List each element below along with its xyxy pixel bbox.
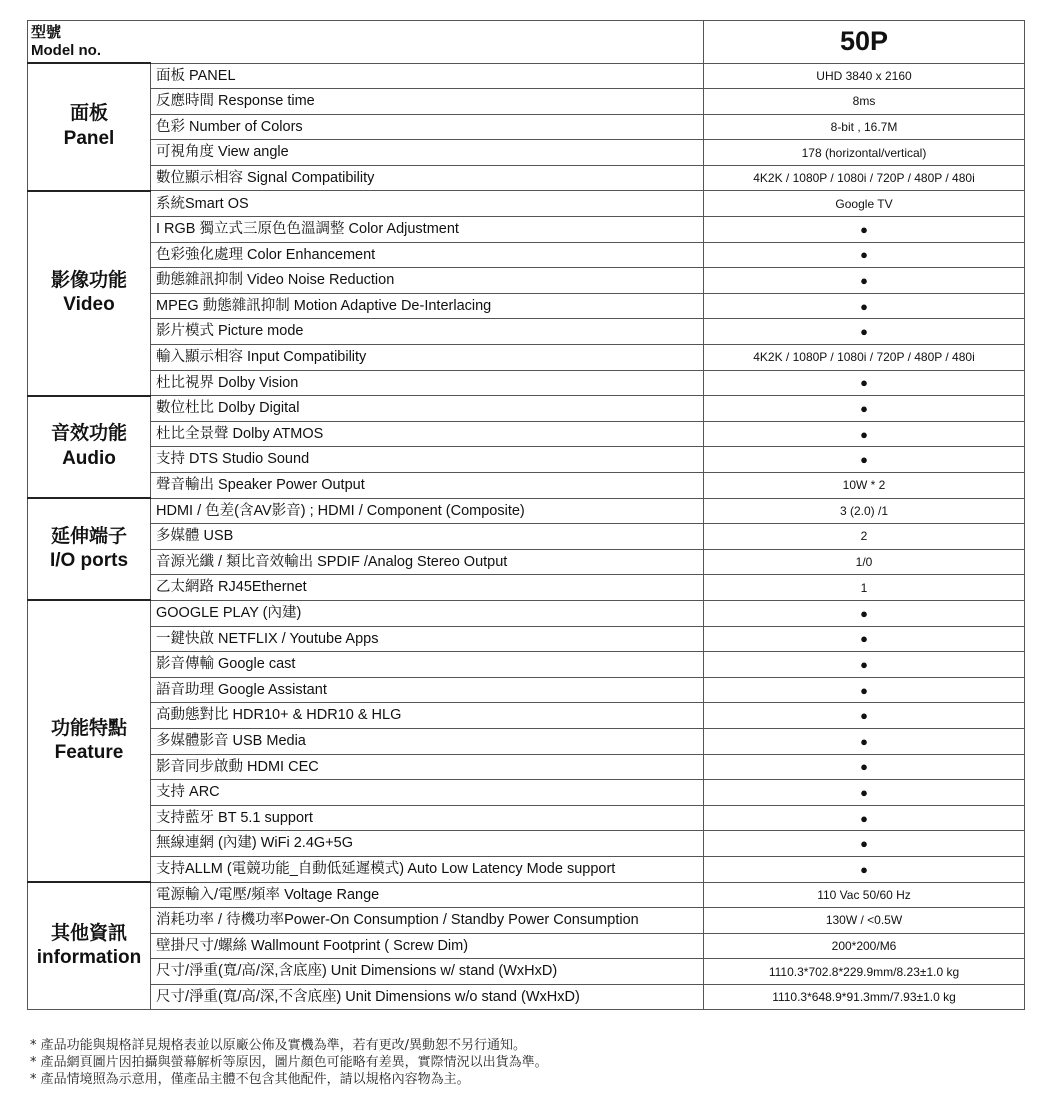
header-row <box>28 21 1025 64</box>
spec-row <box>28 652 1025 678</box>
spec-row <box>28 524 1025 550</box>
spec-row <box>28 805 1025 831</box>
supported-dot: ● <box>704 447 1025 473</box>
feature-name: 多媒體 USB <box>151 524 704 550</box>
supported-dot: ● <box>704 421 1025 447</box>
spec-row <box>28 319 1025 345</box>
feature-value: 4K2K / 1080P / 1080i / 720P / 480P / 480i <box>704 345 1025 371</box>
spec-row <box>28 268 1025 294</box>
spec-row <box>28 140 1025 166</box>
feature-name: 色彩強化處理 Color Enhancement <box>151 242 704 268</box>
model-number: 50P <box>704 21 1025 64</box>
group-name-en: Audio <box>62 447 116 469</box>
feature-value: 130W / <0.5W <box>704 908 1025 934</box>
feature-name: 數位顯示相容 Signal Compatibility <box>151 165 704 191</box>
feature-value: 10W * 2 <box>704 473 1025 499</box>
feature-name: 支持 ARC <box>151 780 704 806</box>
supported-dot: ● <box>704 677 1025 703</box>
spec-row <box>28 856 1025 882</box>
spec-row <box>28 165 1025 191</box>
feature-name: 乙太網路 RJ45Ethernet <box>151 575 704 601</box>
feature-name: 語音助理 Google Assistant <box>151 677 704 703</box>
spec-row <box>28 908 1025 934</box>
group-name-en: information <box>36 947 142 969</box>
feature-name: 動態雜訊抑制 Video Noise Reduction <box>151 268 704 294</box>
supported-dot: ● <box>704 319 1025 345</box>
feature-value: 110 Vac 50/60 Hz <box>704 882 1025 908</box>
supported-dot: ● <box>704 831 1025 857</box>
supported-dot: ● <box>704 780 1025 806</box>
feature-name: 消耗功率 / 待機功率Power-On Consumption / Standby Power Consumption <box>151 908 704 934</box>
supported-dot: ● <box>704 600 1025 626</box>
feature-value: 178 (horizontal/vertical) <box>704 140 1025 166</box>
spec-row <box>28 217 1025 243</box>
feature-name: 可視角度 View angle <box>151 140 704 166</box>
feature-name: MPEG 動態雜訊抑制 Motion Adaptive De-Interlacing <box>151 293 704 319</box>
feature-name: 數位杜比 Dolby Digital <box>151 396 704 422</box>
spec-row <box>28 626 1025 652</box>
supported-dot: ● <box>704 217 1025 243</box>
spec-row <box>28 882 1025 908</box>
feature-value: 1110.3*702.8*229.9mm/8.23±1.0 kg <box>704 959 1025 985</box>
feature-name: 聲音輸出 Speaker Power Output <box>151 473 704 499</box>
spec-row <box>28 345 1025 371</box>
group-name-en: I/O ports <box>49 550 129 572</box>
feature-name: 反應時間 Response time <box>151 89 704 115</box>
group-name-en: Panel <box>63 127 115 149</box>
feature-name: 一鍵快啟 NETFLIX / Youtube Apps <box>151 626 704 652</box>
spec-row <box>28 575 1025 601</box>
group-name-en: Video <box>63 294 115 316</box>
group-name-zh: 功能特點 <box>50 717 127 739</box>
spec-row <box>28 984 1025 1010</box>
supported-dot: ● <box>704 370 1025 396</box>
supported-dot: ● <box>704 626 1025 652</box>
model-no-label-zh: 型號 <box>31 24 62 42</box>
supported-dot: ● <box>704 652 1025 678</box>
feature-value: 4K2K / 1080P / 1080i / 720P / 480P / 480i <box>704 165 1025 191</box>
feature-name: 色彩 Number of Colors <box>151 114 704 140</box>
feature-name: 杜比視界 Dolby Vision <box>151 370 704 396</box>
spec-row <box>28 421 1025 447</box>
spec-row <box>28 600 1025 626</box>
supported-dot: ● <box>704 728 1025 754</box>
feature-name: 尺寸/淨重(寬/高/深,含底座) Unit Dimensions w/ stand (WxHxD) <box>151 959 704 985</box>
feature-name: 電源輸入/電壓/頻率 Voltage Range <box>151 882 704 908</box>
supported-dot: ● <box>704 396 1025 422</box>
feature-value: 1 <box>704 575 1025 601</box>
spec-row <box>28 370 1025 396</box>
feature-name: 影音同步啟動 HDMI CEC <box>151 754 704 780</box>
group-label-video <box>28 191 151 396</box>
group-label-io <box>28 498 151 600</box>
feature-value: 3 (2.0) /1 <box>704 498 1025 524</box>
group-label-feature <box>28 600 151 882</box>
feature-name: 多媒體影音 USB Media <box>151 728 704 754</box>
group-name-en: Feature <box>54 742 124 764</box>
group-name-zh: 影像功能 <box>50 269 127 291</box>
feature-name: 尺寸/淨重(寬/高/深,不含底座) Unit Dimensions w/o stand (WxHxD) <box>151 984 704 1010</box>
feature-name: HDMI / 色差(含AV影音) ; HDMI / Component (Composite) <box>151 498 704 524</box>
spec-row <box>28 191 1025 217</box>
spec-row <box>28 498 1025 524</box>
model-no-label-en: Model no. <box>31 41 101 59</box>
footnote: * 產品情境照為示意用，僅產品主體不包含其他配件，請以規格內容物為主。 <box>30 1072 470 1087</box>
feature-value: 8-bit , 16.7M <box>704 114 1025 140</box>
footnote: * 產品功能與規格詳見規格表並以原廠公佈及實機為準，若有更改/異動恕不另行通知。 <box>30 1038 527 1053</box>
supported-dot: ● <box>704 805 1025 831</box>
group-name-zh: 其他資訊 <box>50 922 127 944</box>
feature-value: 1110.3*648.9*91.3mm/7.93±1.0 kg <box>704 984 1025 1010</box>
group-name-zh: 音效功能 <box>50 423 127 445</box>
feature-value: 8ms <box>704 89 1025 115</box>
spec-row <box>28 728 1025 754</box>
footnotes <box>30 1037 1020 1088</box>
feature-name: 支持ALLM (電競功能_自動低延遲模式) Auto Low Latency Mode support <box>151 856 704 882</box>
spec-table <box>27 20 1025 1010</box>
spec-row <box>28 677 1025 703</box>
spec-row <box>28 831 1025 857</box>
feature-name: 面板 PANEL <box>151 63 704 89</box>
feature-name: 系統Smart OS <box>151 191 704 217</box>
spec-row <box>28 114 1025 140</box>
model-no-label <box>28 21 704 64</box>
feature-value: 1/0 <box>704 549 1025 575</box>
supported-dot: ● <box>704 268 1025 294</box>
feature-name: 支持 DTS Studio Sound <box>151 447 704 473</box>
footnote: * 產品網頁圖片因拍攝與螢幕解析等原因，圖片顏色可能略有差異，實際情況以出貨為準。 <box>30 1055 548 1070</box>
spec-row <box>28 242 1025 268</box>
spec-row <box>28 754 1025 780</box>
group-label-audio <box>28 396 151 498</box>
feature-name: 音源光纖 / 類比音效輸出 SPDIF /Analog Stereo Output <box>151 549 704 575</box>
feature-value: 2 <box>704 524 1025 550</box>
supported-dot: ● <box>704 856 1025 882</box>
feature-name: 影片模式 Picture mode <box>151 319 704 345</box>
supported-dot: ● <box>704 754 1025 780</box>
spec-row <box>28 63 1025 89</box>
spec-row <box>28 473 1025 499</box>
group-name-zh: 延伸端子 <box>50 525 127 547</box>
spec-row <box>28 703 1025 729</box>
spec-row <box>28 396 1025 422</box>
feature-value: 200*200/M6 <box>704 933 1025 959</box>
feature-value: UHD 3840 x 2160 <box>704 63 1025 89</box>
spec-row <box>28 933 1025 959</box>
group-label-panel <box>28 63 151 191</box>
feature-value: Google TV <box>704 191 1025 217</box>
feature-name: 無線連網 (內建) WiFi 2.4G+5G <box>151 831 704 857</box>
spec-row <box>28 89 1025 115</box>
feature-name: 影音傳輸 Google cast <box>151 652 704 678</box>
spec-row <box>28 959 1025 985</box>
group-name-zh: 面板 <box>69 103 108 125</box>
spec-row <box>28 447 1025 473</box>
supported-dot: ● <box>704 293 1025 319</box>
spec-table-body <box>28 21 1025 1010</box>
feature-name: 輸入顯示相容 Input Compatibility <box>151 345 704 371</box>
feature-name: 壁掛尺寸/螺絲 Wallmount Footprint ( Screw Dim) <box>151 933 704 959</box>
group-label-other <box>28 882 151 1010</box>
spec-row <box>28 549 1025 575</box>
spec-row <box>28 293 1025 319</box>
feature-name: 支持藍牙 BT 5.1 support <box>151 805 704 831</box>
supported-dot: ● <box>704 242 1025 268</box>
feature-name: GOOGLE PLAY (內建) <box>151 600 704 626</box>
feature-name: I RGB 獨立式三原色色溫調整 Color Adjustment <box>151 217 704 243</box>
feature-name: 杜比全景聲 Dolby ATMOS <box>151 421 704 447</box>
supported-dot: ● <box>704 703 1025 729</box>
spec-row <box>28 780 1025 806</box>
feature-name: 高動態對比 HDR10+ & HDR10 & HLG <box>151 703 704 729</box>
